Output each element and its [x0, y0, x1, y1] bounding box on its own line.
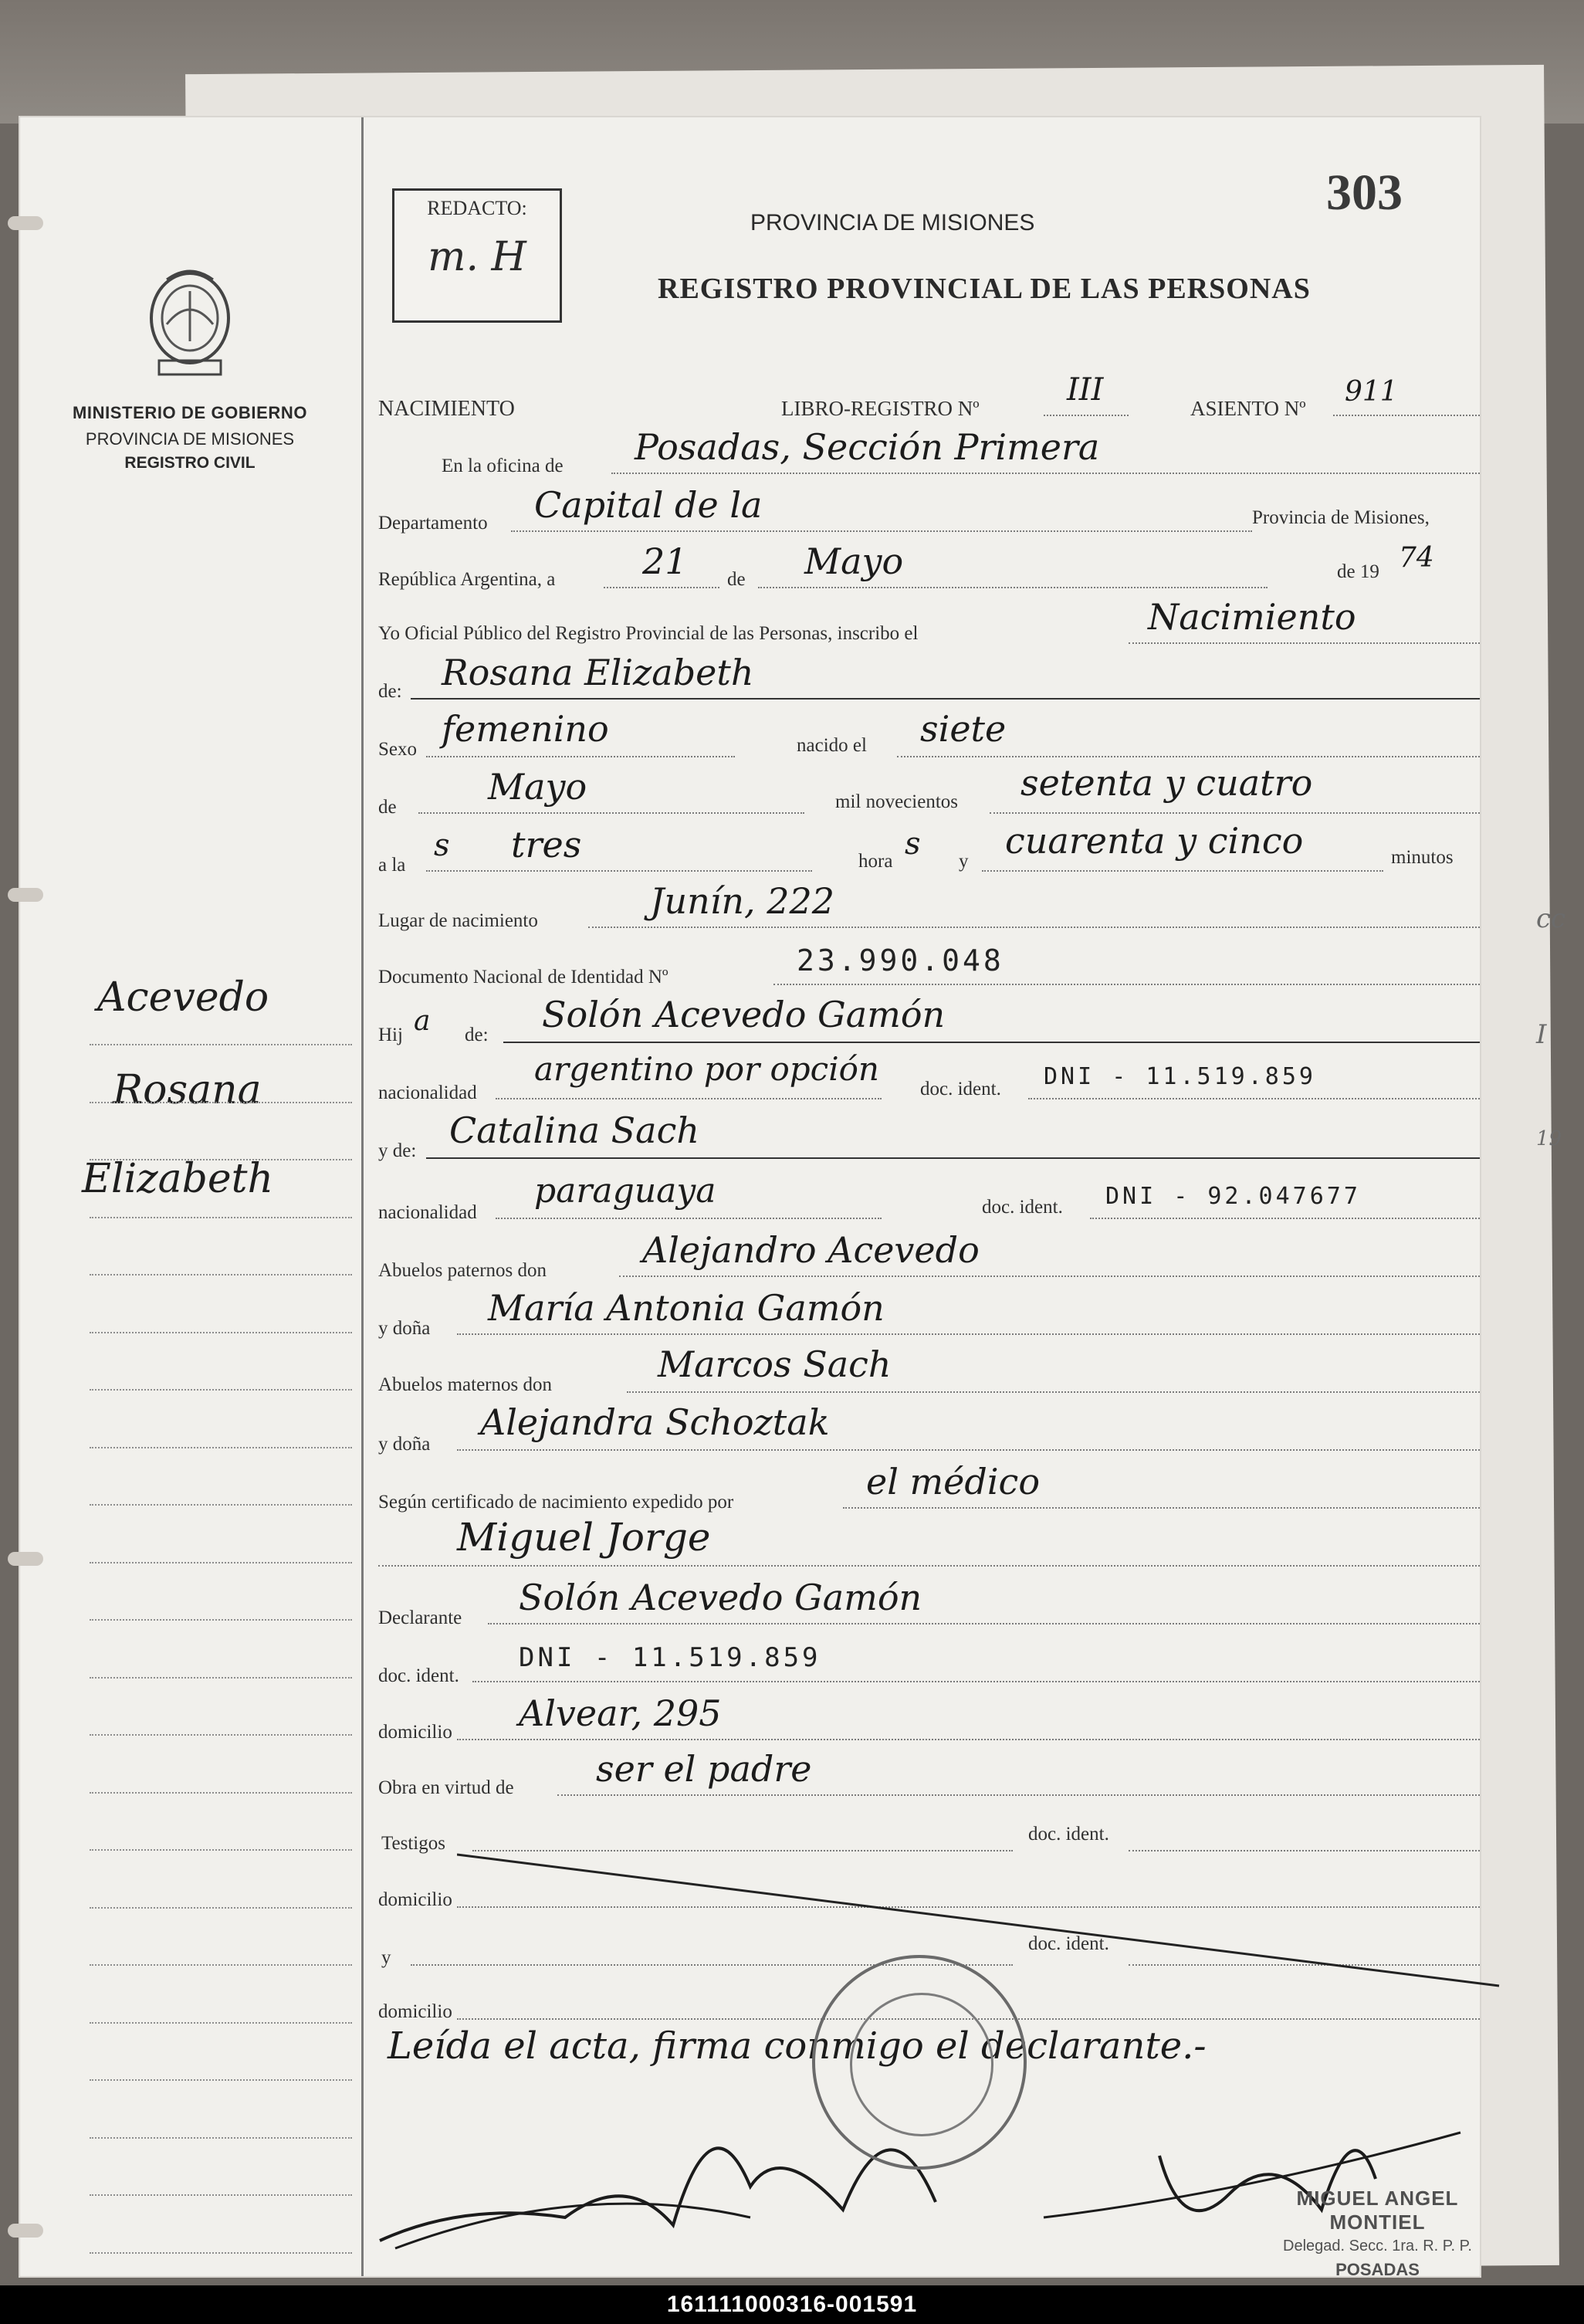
margin-rule-line [90, 2137, 352, 2139]
redacto-label: REDACTO: [427, 197, 527, 219]
testigo-domicilio-label: domicilio [378, 1889, 452, 1910]
edge-mark: cc [1536, 903, 1566, 934]
obra-label: Obra en virtud de [378, 1777, 514, 1798]
dotted-line [1028, 1098, 1480, 1099]
padre-nacionalidad: argentino por opción [534, 1050, 879, 1088]
oficial-label: Yo Oficial Público del Registro Provincial de las Personas, inscribo el [378, 623, 919, 644]
margin-rule-line [90, 1044, 352, 1045]
hij-de-label: de: [465, 1025, 489, 1045]
padre-value: Solón Acevedo Gamón [542, 994, 946, 1035]
padre-nacionalidad-label: nacionalidad [378, 1082, 477, 1103]
dotted-line [496, 1098, 882, 1099]
dotted-line [588, 927, 1480, 928]
dotted-line [990, 812, 1480, 814]
redacto-initials: m. H [428, 234, 526, 280]
dotted-line [982, 870, 1383, 872]
margin-surname: Acevedo [97, 974, 269, 1021]
margin-rule-line [90, 1389, 352, 1391]
margin-middle-name: Elizabeth [82, 1156, 274, 1202]
republica-label: República Argentina, a [378, 569, 556, 590]
abuelo-paterno: Alejandro Acevedo [642, 1229, 980, 1271]
dotted-line [619, 1275, 1480, 1277]
dotted-line [496, 1218, 882, 1219]
edge-mark: 19 [1536, 1127, 1562, 1150]
strike-through-line [457, 1839, 1507, 1994]
dotted-line [758, 587, 1268, 588]
ministry-line-2: PROVINCIA DE MISIONES [85, 429, 295, 449]
margin-rule-line [90, 2194, 352, 2196]
asiento-value: 911 [1345, 376, 1398, 408]
mil-label: mil novecientos [835, 791, 958, 812]
province-title: PROVINCIA DE MISIONES [750, 210, 1035, 235]
dotted-line [418, 812, 804, 814]
closing-text: Leída el acta, firma conmigo el declarante.- [388, 2024, 1207, 2068]
margin-rule-line [90, 1792, 352, 1794]
dotted-line [1333, 415, 1480, 416]
margin-rule-line [90, 1562, 352, 1563]
provincial-crest-icon [144, 264, 236, 380]
binding-stitch [8, 2224, 43, 2238]
hij-suffix: a [414, 1005, 431, 1037]
dotted-line [897, 756, 1480, 757]
dotted-line [604, 587, 719, 588]
margin-rule-line [90, 2252, 352, 2254]
horas-value: tres [511, 824, 582, 866]
margin-rule-line [90, 2022, 352, 2024]
dotted-line [457, 1739, 1480, 1740]
solid-line [503, 1042, 1480, 1043]
segun-label: Según certificado de nacimiento expedido por [378, 1492, 734, 1513]
libro-value: III [1067, 372, 1104, 408]
edge-mark: I [1536, 1019, 1547, 1050]
declarante-label: Declarante [378, 1607, 462, 1628]
abuela-materna: Alejandra Schoztak [480, 1401, 830, 1443]
lugar-value: Junín, 222 [650, 880, 835, 922]
margin-rule-line [90, 1964, 352, 1966]
margin-first-name: Rosana [113, 1067, 262, 1113]
alas-suffix: s [434, 828, 450, 863]
margin-rule-line [90, 1734, 352, 1736]
madre-doc: DNI - 92.047677 [1105, 1183, 1361, 1210]
dotted-line [773, 984, 1480, 985]
madre-nacionalidad: paraguaya [534, 1171, 716, 1211]
official-seal [812, 1955, 1027, 2170]
yde-label: y de: [378, 1140, 417, 1161]
binding-stitch [8, 216, 43, 230]
margin-rule-line [90, 1332, 352, 1333]
registry-title: REGISTRO PROVINCIAL DE LAS PERSONAS [658, 273, 1311, 305]
domicilio-label: domicilio [378, 1722, 452, 1743]
ministry-heading [36, 403, 344, 473]
dotted-line [488, 1623, 1480, 1624]
de-label: de [727, 569, 746, 590]
official-city: POSADAS [1335, 2260, 1420, 2279]
padre-doc: DNI - 11.519.859 [1044, 1063, 1316, 1090]
alas-label: a la [378, 855, 406, 876]
dotted-line [843, 1507, 1480, 1509]
dotted-line [627, 1391, 1480, 1393]
madre-nacionalidad-label: nacionalidad [378, 1202, 477, 1223]
departamento-value: Capital de la [534, 484, 763, 526]
dotted-line [472, 1681, 1480, 1682]
margin-rule-line [90, 1102, 352, 1103]
madre-value: Catalina Sach [449, 1109, 699, 1151]
departamento-label: Departamento [378, 513, 488, 534]
nombre-value: Rosana Elizabeth [442, 652, 754, 693]
padre-doc-label: doc. ident. [920, 1079, 1001, 1099]
sexo-value: femenino [442, 708, 609, 750]
redacto-box [392, 188, 562, 323]
declarante-doc: DNI - 11.519.859 [519, 1642, 821, 1673]
margin-rule-line [90, 1217, 352, 1218]
provincia-suffix: Provincia de Misiones, [1252, 507, 1430, 528]
dotted-line [378, 1565, 1480, 1567]
margin-rule-line [90, 1619, 352, 1621]
libro-label: LIBRO-REGISTRO Nº [781, 397, 980, 420]
mes-value: Mayo [804, 540, 904, 582]
seal-inner-ring [850, 1993, 993, 2136]
binding-stitch [8, 1552, 43, 1566]
dni-label: Documento Nacional de Identidad Nº [378, 967, 668, 988]
testigo2-domicilio-label: domicilio [378, 2001, 452, 2022]
dotted-line [426, 870, 812, 872]
declarante-doc-label: doc. ident. [378, 1665, 459, 1686]
ydona-materna-label: y doña [378, 1434, 431, 1455]
testigo2-doc-label: doc. ident. [1028, 1933, 1109, 1954]
official-role: Delegad. Secc. 1ra. R. P. P. [1283, 2238, 1472, 2255]
margin-rule-line [90, 1677, 352, 1679]
mes2-value: Mayo [488, 766, 587, 808]
dotted-line [1129, 642, 1480, 644]
dotted-line [511, 530, 1252, 532]
testigo2-y-label: y [381, 1947, 391, 1968]
binding-stitch [8, 888, 43, 902]
hij-label: Hij [378, 1025, 403, 1045]
abuelos-paternos-label: Abuelos paternos don [378, 1260, 547, 1281]
anio-label: de 19 [1337, 561, 1379, 582]
margin-rule-line [90, 1504, 352, 1506]
footer-id: 161111000316-001591 [666, 2292, 918, 2317]
testigo-doc-label: doc. ident. [1028, 1824, 1109, 1845]
solid-line [411, 698, 1480, 700]
certificate-page [19, 116, 1481, 2278]
dotted-line [426, 756, 735, 757]
solid-line [426, 1157, 1480, 1159]
page-number: 303 [1326, 164, 1403, 221]
dotted-line [1044, 415, 1129, 416]
dotted-line [611, 473, 1480, 474]
abuelo-materno: Marcos Sach [658, 1343, 892, 1385]
margin-rule-line [90, 1907, 352, 1909]
dotted-line [557, 1794, 1480, 1796]
sexo-label: Sexo [378, 739, 417, 760]
oficina-label: En la oficina de [442, 456, 564, 476]
dotted-line [1090, 1218, 1480, 1219]
dotted-line [457, 1333, 1480, 1335]
margin-rule-line [90, 1159, 352, 1160]
official-name: MIGUEL ANGEL MONTIEL [1296, 2187, 1459, 2234]
declarante-value: Solón Acevedo Gamón [519, 1577, 922, 1618]
lugar-label: Lugar de nacimiento [378, 910, 538, 931]
anio-value: 74 [1399, 542, 1434, 574]
margin-column [20, 117, 364, 2276]
abuela-paterna: María Antonia Gamón [488, 1287, 885, 1329]
dotted-line [457, 1449, 1480, 1451]
domicilio-value: Alvear, 295 [519, 1692, 722, 1734]
madre-doc-label: doc. ident. [982, 1197, 1063, 1218]
de-nombre-label: de: [378, 681, 402, 702]
ydona-paterna-label: y doña [378, 1318, 431, 1339]
horas-label: hora [858, 851, 893, 872]
obra-value: ser el padre [596, 1748, 812, 1790]
de2-label: de [378, 797, 397, 818]
minutos-value: cuarenta y cinco [1005, 820, 1304, 862]
nacido-value: siete [920, 708, 1007, 750]
footer-id-bar [0, 2285, 1584, 2324]
margin-rule-line [90, 1274, 352, 1275]
minutos-label: minutos [1391, 847, 1454, 868]
ministry-line-1: MINISTERIO DE GOBIERNO [72, 403, 308, 422]
segun-value: el médico [866, 1461, 1041, 1502]
ministry-line-3: REGISTRO CIVIL [124, 454, 256, 472]
dia-value: 21 [642, 540, 688, 582]
official-signature-block [1275, 2187, 1480, 2280]
y-label: y [959, 851, 969, 872]
abuelos-maternos-label: Abuelos maternos don [378, 1374, 552, 1395]
main-column [364, 117, 1480, 2279]
margin-rule-line [90, 1447, 352, 1448]
oficina-value: Posadas, Sección Primera [635, 426, 1100, 468]
nacido-label: nacido el [797, 735, 867, 756]
inscribo-value: Nacimiento [1148, 596, 1356, 638]
margin-rule-line [90, 1849, 352, 1851]
testigos-label: Testigos [381, 1833, 445, 1854]
act-type: NACIMIENTO [378, 397, 515, 421]
asiento-label: ASIENTO Nº [1190, 397, 1306, 420]
medico-value: Miguel Jorge [457, 1515, 711, 1560]
dni-value: 23.990.048 [797, 943, 1004, 977]
anio-texto-value: setenta y cuatro [1020, 762, 1313, 804]
horas-suffix: s [905, 826, 921, 862]
margin-rule-line [90, 2079, 352, 2081]
